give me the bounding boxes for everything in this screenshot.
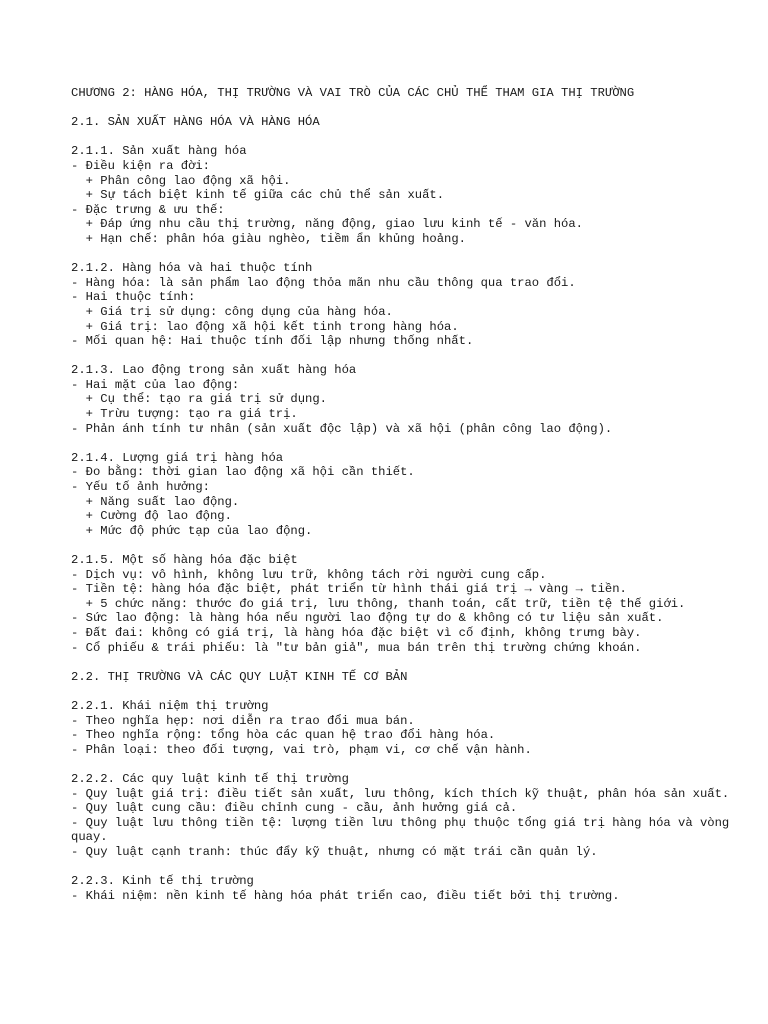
sub-bullet-item: + Sự tách biệt kinh tế giữa các chủ thể sản xuất. (71, 188, 445, 203)
bullet-item: - Phản ánh tính tư nhân (sản xuất độc lập) và xã hội (phân công lao động). (71, 421, 613, 436)
sub-bullet-item: + Hạn chế: phân hóa giàu nghèo, tiềm ẩn khủng hoảng. (71, 231, 466, 246)
bullet-item: - Cổ phiếu & trái phiếu: là "tư bản giả", mua bán trên thị trường chứng khoán. (71, 640, 642, 655)
sub-bullet-item: + Năng suất lao động. (71, 494, 240, 509)
blank-line (71, 130, 751, 145)
bullet-item: - Đất đai: không có giá trị, là hàng hóa đặc biệt vì cố định, không trưng bày. (71, 625, 642, 640)
bullet-item: - Theo nghĩa hẹp: nơi diễn ra trao đổi mua bán. (71, 713, 415, 728)
section-heading: 2.1. SẢN XUẤT HÀNG HÓA VÀ HÀNG HÓA (71, 115, 320, 130)
bullet-item: - Đo bằng: thời gian lao động xã hội cần thiết. (71, 465, 415, 480)
subsection-heading: 2.1.4. Lượng giá trị hàng hóa (71, 450, 284, 465)
bullet-item: - Đặc trưng & ưu thế: (71, 202, 225, 217)
bullet-item: - Quy luật cạnh tranh: thúc đẩy kỹ thuật, nhưng có mặt trái cần quản lý. (71, 844, 598, 859)
sub-bullet-item: + Giá trị sử dụng: công dụng của hàng hóa. (71, 304, 393, 319)
bullet-item: - Khái niệm: nền kinh tế hàng hóa phát triển cao, điều tiết bởi thị trường. (71, 888, 620, 903)
bullet-item: - Tiền tệ: hàng hóa đặc biệt, phát triển từ hình thái giá trị → vàng → tiền. (71, 582, 627, 597)
bullet-item: - Yếu tố ảnh hưởng: (71, 480, 210, 495)
document-page (71, 86, 751, 903)
bullet-item: - Quy luật cung cầu: điều chỉnh cung - cầu, ảnh hưởng giá cả. (71, 801, 518, 816)
blank-line (71, 655, 751, 670)
sub-bullet-item: + 5 chức năng: thước đo giá trị, lưu thông, thanh toán, cất trữ, tiền tệ thế giới. (71, 596, 686, 611)
blank-line (71, 859, 751, 874)
sub-bullet-item: + Đáp ứng nhu cầu thị trường, năng động, giao lưu kinh tế - văn hóa. (71, 217, 583, 232)
subsection-heading: 2.2.1. Khái niệm thị trường (71, 698, 269, 713)
blank-line (71, 247, 751, 262)
subsection-heading: 2.2.2. Các quy luật kinh tế thị trường (71, 771, 349, 786)
bullet-item: - Hai mặt của lao động: (71, 377, 240, 392)
subsection-heading: 2.1.3. Lao động trong sản xuất hàng hóa (71, 363, 357, 378)
sub-bullet-item: + Cụ thể: tạo ra giá trị sử dụng. (71, 392, 327, 407)
blank-line (71, 684, 751, 699)
bullet-item: - Sức lao động: là hàng hóa nếu người lao động tự do & không có tư liệu sản xuất. (71, 611, 664, 626)
bullet-item: - Phân loại: theo đối tượng, vai trò, phạm vi, cơ chế vận hành. (71, 742, 532, 757)
sub-bullet-item: + Cường độ lao động. (71, 509, 232, 524)
blank-line (71, 538, 751, 553)
bullet-item: - Quy luật giá trị: điều tiết sản xuất, lưu thông, kích thích kỹ thuật, phân hóa sản xuất. (71, 786, 730, 801)
bullet-item: - Hai thuộc tính: (71, 290, 196, 305)
blank-line (71, 349, 751, 364)
bullet-item: - Quy luật lưu thông tiền tệ: lượng tiền lưu thông phụ thuộc tổng giá trị hàng hóa và vòng quay. (71, 815, 737, 845)
blank-line (71, 101, 751, 116)
subsection-heading: 2.1.2. Hàng hóa và hai thuộc tính (71, 261, 313, 276)
sub-bullet-item: + Giá trị: lao động xã hội kết tinh trong hàng hóa. (71, 319, 459, 334)
section-heading: 2.2. THỊ TRƯỜNG VÀ CÁC QUY LUẬT KINH TẾ CƠ BẢN (71, 669, 408, 684)
sub-bullet-item: + Mức độ phức tạp của lao động. (71, 523, 313, 538)
sub-bullet-item: + Trừu tượng: tạo ra giá trị. (71, 407, 298, 422)
blank-line (71, 757, 751, 772)
blank-line (71, 436, 751, 451)
sub-bullet-item: + Phân công lao động xã hội. (71, 173, 291, 188)
bullet-item: - Dịch vụ: vô hình, không lưu trữ, không tách rời người cung cấp. (71, 567, 547, 582)
bullet-item: - Hàng hóa: là sản phẩm lao động thỏa mãn nhu cầu thông qua trao đổi. (71, 275, 576, 290)
subsection-heading: 2.2.3. Kinh tế thị trường (71, 874, 254, 889)
bullet-item: - Mối quan hệ: Hai thuộc tính đối lập nhưng thống nhất. (71, 334, 474, 349)
bullet-item: - Điều kiện ra đời: (71, 158, 210, 173)
subsection-heading: 2.1.5. Một số hàng hóa đặc biệt (71, 553, 298, 567)
subsection-heading: 2.1.1. Sản xuất hàng hóa (71, 144, 247, 159)
chapter-title: CHƯƠNG 2: HÀNG HÓA, THỊ TRƯỜNG VÀ VAI TRÒ CỦA CÁC CHỦ THỂ THAM GIA THỊ TRƯỜNG (71, 86, 635, 100)
bullet-item: - Theo nghĩa rộng: tổng hòa các quan hệ trao đổi hàng hóa. (71, 728, 496, 743)
